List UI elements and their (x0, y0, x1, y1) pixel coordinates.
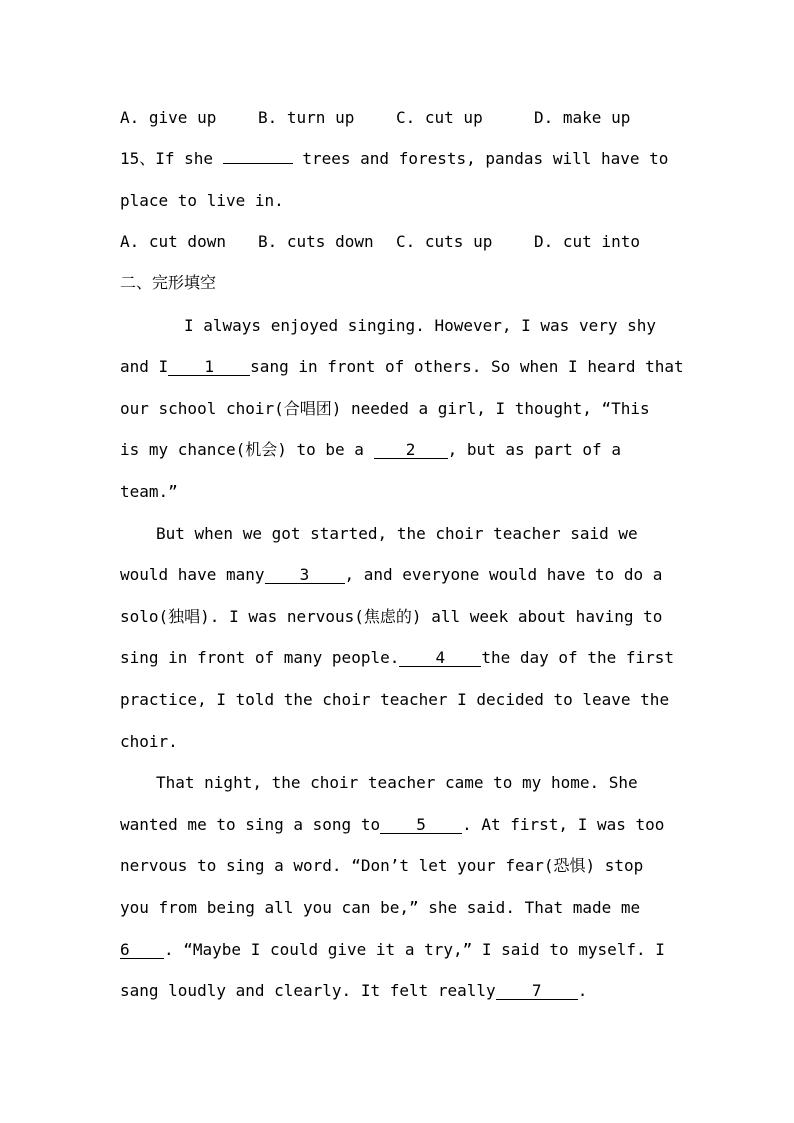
p3-line2-b: . At first, I was too (462, 815, 665, 834)
p2-line2-a: would have many (120, 565, 265, 584)
q14-options (120, 108, 680, 128)
p1-line1-text: I always enjoyed singing. However, I was very shy (184, 316, 657, 335)
p3-line2 (120, 815, 680, 835)
p3-line3: nervous to sing a word. “Don’t let your fear(恐惧) stop (120, 856, 644, 875)
q14-option-c[interactable]: C. cut up (396, 108, 483, 127)
p3-line6-b: . (577, 981, 588, 1000)
p1-line2 (120, 357, 684, 377)
p3-line6-a: sang loudly and clearly. It felt really (120, 981, 496, 1000)
q14-option-b[interactable]: B. turn up (258, 108, 355, 127)
p2-line4-b: the day of the first (481, 648, 675, 667)
p2-line2 (120, 565, 680, 585)
p2-line3: solo(独唱). I was nervous(焦虑的) all week about having to (120, 607, 663, 626)
cloze-blank-4[interactable]: 4 (399, 649, 481, 667)
p1-line1 (120, 316, 680, 336)
q15-number: 15、If she (120, 149, 214, 168)
p3-line5-b: . “Maybe I could give it a try,” I said to myself. I (164, 940, 665, 959)
q15-options (120, 232, 680, 252)
q15-stem-line2: place to live in. (120, 191, 284, 210)
p3-line2-a: wanted me to sing a song to (120, 815, 381, 834)
p3-line5 (120, 940, 680, 960)
q15-blank[interactable] (223, 163, 293, 164)
p1-line5: team.” (120, 482, 178, 501)
p1-line4 (120, 440, 680, 460)
p2-line2-b: , and everyone would have to do a (344, 565, 663, 584)
cloze-blank-6[interactable]: 6 (120, 941, 164, 959)
q15-option-d[interactable]: D. cut into (534, 232, 640, 251)
p2-line4 (120, 648, 680, 668)
p1-line2-b: sang in front of others. So when I heard that (250, 357, 684, 376)
p2-line5: practice, I told the choir teacher I decided to leave the (120, 690, 670, 709)
cloze-blank-1[interactable]: 1 (168, 358, 250, 376)
q15-option-c[interactable]: C. cuts up (396, 232, 493, 251)
cloze-blank-5[interactable]: 5 (380, 816, 462, 834)
p1-line4-a: is my chance(机会) to be a (120, 440, 374, 459)
p3-line1 (120, 773, 680, 793)
p3-line1-text: That night, the choir teacher came to my home. She (156, 773, 638, 792)
q14-option-d[interactable]: D. make up (534, 108, 631, 127)
p3-line4: you from being all you can be,” she said. That made me (120, 898, 641, 917)
q15-stem-line1 (120, 149, 680, 169)
q15-stem-rest: trees and forests, pandas will have to (302, 149, 669, 168)
cloze-blank-3[interactable]: 3 (265, 566, 345, 584)
p2-line4-a: sing in front of many people. (120, 648, 400, 667)
p1-line2-a: and I (120, 357, 169, 376)
q15-option-a[interactable]: A. cut down (120, 232, 226, 251)
p1-line3: our school choir(合唱团) needed a girl, I thought, “This (120, 399, 650, 418)
p3-line6 (120, 981, 680, 1001)
q14-option-a[interactable]: A. give up (120, 108, 217, 127)
p1-line4-b: , but as part of a (447, 440, 621, 459)
cloze-blank-2[interactable]: 2 (374, 441, 448, 459)
q15-option-b[interactable]: B. cuts down (258, 232, 374, 251)
p2-line1-text: But when we got started, the choir teacher said we (156, 524, 638, 543)
section-heading: 二、完形填空 (120, 273, 217, 292)
p2-line6: choir. (120, 732, 178, 751)
cloze-blank-7[interactable]: 7 (496, 982, 578, 1000)
p2-line1 (120, 524, 680, 544)
